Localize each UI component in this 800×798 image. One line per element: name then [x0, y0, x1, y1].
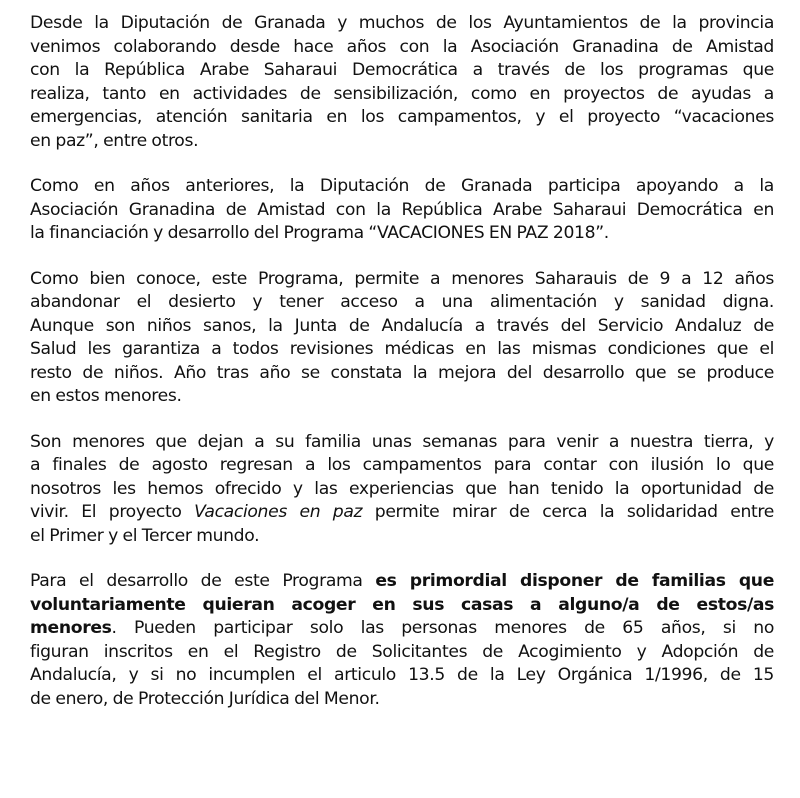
text-line: venimos colaborando desde hace años con la Asociación Granadina de Amistad — [30, 36, 774, 57]
paragraph-5 — [30, 570, 774, 711]
paragraph-2 — [30, 175, 774, 246]
emphasis-bold: menores — [30, 618, 112, 638]
text-run: Para el desarrollo de este Programa — [30, 571, 376, 591]
paragraph-4 — [30, 431, 774, 549]
paragraph-1 — [30, 12, 774, 153]
text-line — [30, 594, 774, 618]
text-line: en estos menores. — [30, 386, 182, 406]
document-page — [30, 12, 774, 733]
text-line: figuran inscritos en el Registro de Solicitantes de Acogimiento y Adopción de — [30, 641, 774, 662]
text-line — [30, 617, 774, 641]
text-line: la financiación y desarrollo del Programa “VACACIONES EN PAZ 2018”. — [30, 223, 609, 243]
text-line: nosotros les hemos ofrecido y las experiencias que han tenido la oportunidad de — [30, 478, 774, 499]
text-line: el Primer y el Tercer mundo. — [30, 525, 260, 546]
text-line: Asociación Granadina de Amistad con la República Arabe Saharaui Democrática en — [30, 199, 774, 220]
text-line: emergencias, atención sanitaria en los campamentos, y el proyecto “vacaciones — [30, 107, 774, 127]
text-line: con la República Arabe Saharaui Democrática a través de los programas que — [30, 60, 774, 80]
text-line: de enero, de Protección Jurídica del Menor. — [30, 688, 380, 709]
text-line: Desde la Diputación de Granada y muchos de los Ayuntamientos de la provincia — [30, 13, 774, 33]
text-line: abandonar el desierto y tener acceso a una alimentación y sanidad digna. — [30, 292, 774, 312]
text-run: . Pueden participar solo las personas menores de 65 años, si no — [111, 618, 774, 638]
text-line: en paz”, entre otros. — [30, 130, 199, 151]
text-line: Aunque son niños sanos, la Junta de Andalucía a través del Servicio Andaluz de — [30, 315, 774, 336]
text-line: Salud les garantiza a todos revisiones médicas en las mismas condiciones que el — [30, 339, 774, 359]
text-line: resto de niños. Año tras año se constata la mejora del desarrollo que se produce — [30, 362, 774, 383]
emphasis-bold: es primordial disponer de familias que — [375, 571, 775, 591]
program-name-italic: Vacaciones en paz — [194, 502, 363, 522]
text-line: Son menores que dejan a su familia unas semanas para venir a nuestra tierra, y — [30, 431, 774, 452]
text-line — [30, 570, 774, 594]
text-line: Como en años anteriores, la Diputación de Granada participa apoyando a la — [30, 176, 774, 196]
text-line — [30, 501, 774, 525]
text-line: a finales de agosto regresan a los campamentos para contar con ilusión lo que — [30, 455, 774, 475]
text-run: vivir. El proyecto — [30, 502, 195, 522]
paragraph-3 — [30, 268, 774, 409]
text-line: Andalucía, y si no incumplen el articulo 13.5 de la Ley Orgánica 1/1996, de 15 — [30, 665, 774, 685]
text-line: Como bien conoce, este Programa, permite a menores Saharauis de 9 a 12 años — [30, 268, 774, 289]
text-line: realiza, tanto en actividades de sensibilización, como en proyectos de ayudas a — [30, 83, 774, 104]
emphasis-bold: voluntariamente quieran acoger en sus casas a alguno/a de estos/as — [30, 594, 774, 615]
text-run: permite mirar de cerca la solidaridad entre — [362, 502, 774, 522]
